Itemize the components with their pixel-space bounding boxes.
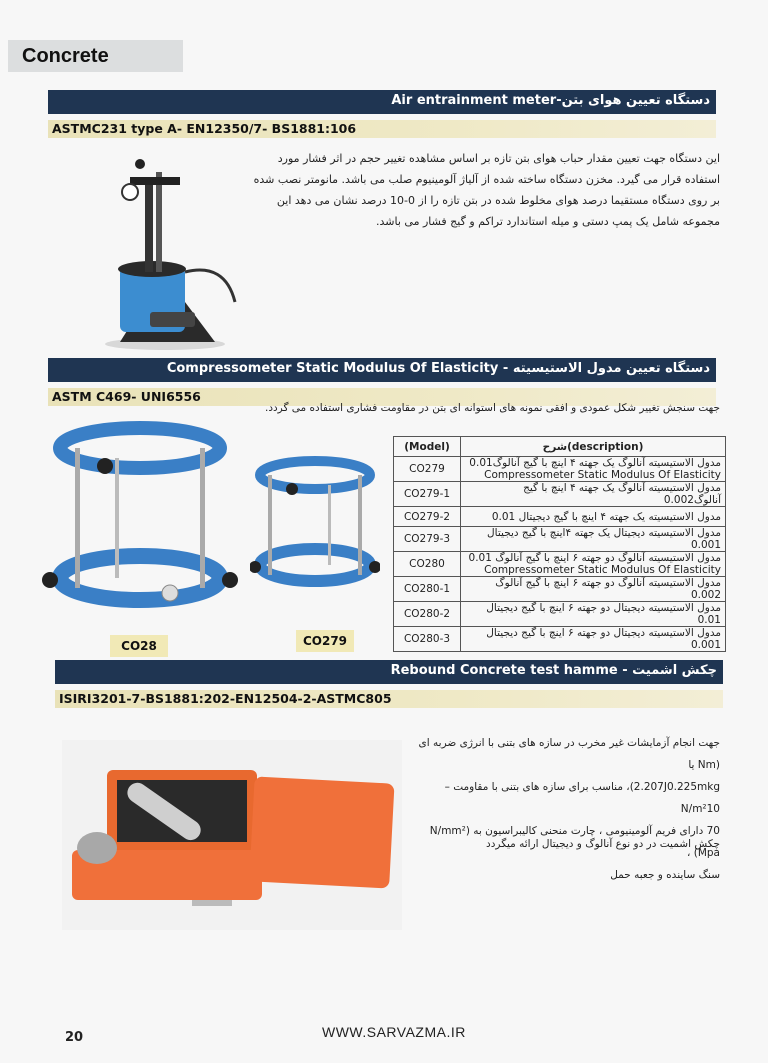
table-row [394, 552, 726, 577]
table-row [394, 627, 726, 652]
product-2-description: جهت سنجش تغییر شکل عمودی و افقی نمونه های استوانه ای بتن در مقاومت فشاری استفاده می گردد. [264, 402, 720, 414]
website-url: WWW.SARVAZMA.IR [322, 1024, 466, 1040]
header-model: (Model) [394, 437, 461, 457]
product-2-title-bar [48, 358, 716, 382]
product-3-title-bar [55, 660, 723, 684]
compressometer-co279-image [250, 455, 380, 595]
model-cell: CO279-3 [394, 527, 461, 552]
table-row [394, 482, 726, 507]
product-3-title: چکش اشمیت - Rebound Concrete test hamme [390, 663, 717, 678]
description-line: 2.207J0.225mkg)، مناسب برای سازه های بتنی با مقاومت – N/m²10 [444, 781, 720, 815]
table-header-row [394, 437, 726, 457]
description-fa: مدول الاستیسیته دیجیتال یک جهته ۴اینچ با گیج دیجیتال 0.001 [487, 527, 721, 551]
section-tag [8, 40, 183, 72]
product-3-standards: ISIRI3201-7-BS1881:202-EN12504-2-ASTMC805 [59, 691, 392, 706]
product-1-title-bar [48, 90, 716, 114]
product-1-standards: ASTMC231 type A- EN12350/7- BS1881:106 [52, 121, 357, 136]
header-description: شرح(description) [461, 437, 726, 457]
description-fa: مدول الاستیسیته یک جهته ۴ اینچ با گیج دیجیتال 0.01 [491, 510, 721, 523]
description-en: Compressometer Static Modulus Of Elasticity [484, 564, 721, 576]
product-3-note: چکش اشمیت در دو نوع آنالوگ و دیجیتال ارائه میگردد [486, 838, 720, 850]
description-line: 70 دارای فریم آلومینیومی ، چارت منحنی کالیبراسیون به (N/mm² (Mpa ، [429, 825, 720, 859]
description-fa: مدول الاستیسیته آنالوگ یک جهته ۴ اینچ با گیج آنالوگ0.002 [523, 482, 721, 506]
product-3-standards-bar [55, 690, 723, 708]
description-cell [461, 527, 726, 552]
description-cell [461, 627, 726, 652]
description-fa: مدول الاستیسیته دیجیتال دو جهته ۶ اینچ با گیج دیجیتال 0.01 [486, 602, 721, 626]
table-row [394, 457, 726, 482]
spec-table [393, 436, 726, 652]
description-en: Compressometer Static Modulus Of Elasticity [484, 469, 721, 481]
model-cell: CO279 [394, 457, 461, 482]
product-3-description [405, 732, 720, 886]
section-title: Concrete [22, 45, 109, 67]
product-2-standards: ASTM C469- UNI6556 [52, 389, 201, 404]
image-label-co279: CO279 [296, 630, 354, 652]
description-fa: مدول الاستیسیته آنالوگ دو جهته ۶ اینچ با گیج آنالوگ 0.002 [495, 577, 721, 601]
product-1-standards-bar [48, 120, 716, 138]
table-row [394, 527, 726, 552]
compressometer-co28-image [40, 418, 240, 618]
description-fa: مدول الاستیسیته دیجیتال دو جهته ۶ اینچ با گیج دیجیتال 0.001 [486, 627, 721, 651]
description-cell [461, 552, 726, 577]
description-cell [461, 482, 726, 507]
air-entrainment-meter-image [90, 152, 240, 352]
model-cell: CO280-3 [394, 627, 461, 652]
model-cell: CO280-1 [394, 577, 461, 602]
table-row [394, 602, 726, 627]
product-1-title: دستگاه تعیین هوای بتن-Air entrainment meter [391, 93, 710, 108]
description-cell [461, 602, 726, 627]
product-2-title: دستگاه تعیین مدول الاستیسیته - Compressometer Static Modulus Of Elasticity [166, 361, 710, 376]
description-cell [461, 507, 726, 527]
product-1-description: این دستگاه جهت تعیین مقدار حباب هوای بتن تازه بر اساس مشاهده تغییر حجم در اثر فشار مورد استفاده قرار می گیرد. مخزن دستگاه ساخته شده از آلیاژ آلومینیوم صلب می باشد. مانومتر نصب شده بر روی دستگاه مستقیما درصد هوای مخلوط شده در بتن تازه را از 0-10 درصد نشان می دهد این مجموعه شامل یک پمپ دستی و میله استاندارد تراکم و گیج فشار می باشد. [253, 152, 720, 228]
model-cell: CO280-2 [394, 602, 461, 627]
model-cell: CO279-1 [394, 482, 461, 507]
page-number: 20 [65, 1030, 84, 1045]
table-row [394, 507, 726, 527]
description-fa: مدول الاستیسیته آنالوگ دو جهته ۶ اینچ با گیج آنالوگ 0.01 [468, 552, 721, 564]
description-cell [461, 577, 726, 602]
model-cell: CO280 [394, 552, 461, 577]
model-cell: CO279-2 [394, 507, 461, 527]
description-fa: مدول الاستیسیته آنالوگ یک جهته ۴ اینچ با گیج آنالوگ0.01 [469, 457, 721, 469]
image-label-co28: CO28 [110, 635, 168, 657]
table-row [394, 577, 726, 602]
description-line: سنگ ساینده و جعبه حمل [610, 869, 720, 881]
description-line: جهت انجام آزمایشات غیر مخرب در سازه های بتنی با انرژی ضربه ای (Nm یا [418, 737, 720, 771]
rebound-hammer-case-image [62, 740, 402, 930]
description-cell [461, 457, 726, 482]
